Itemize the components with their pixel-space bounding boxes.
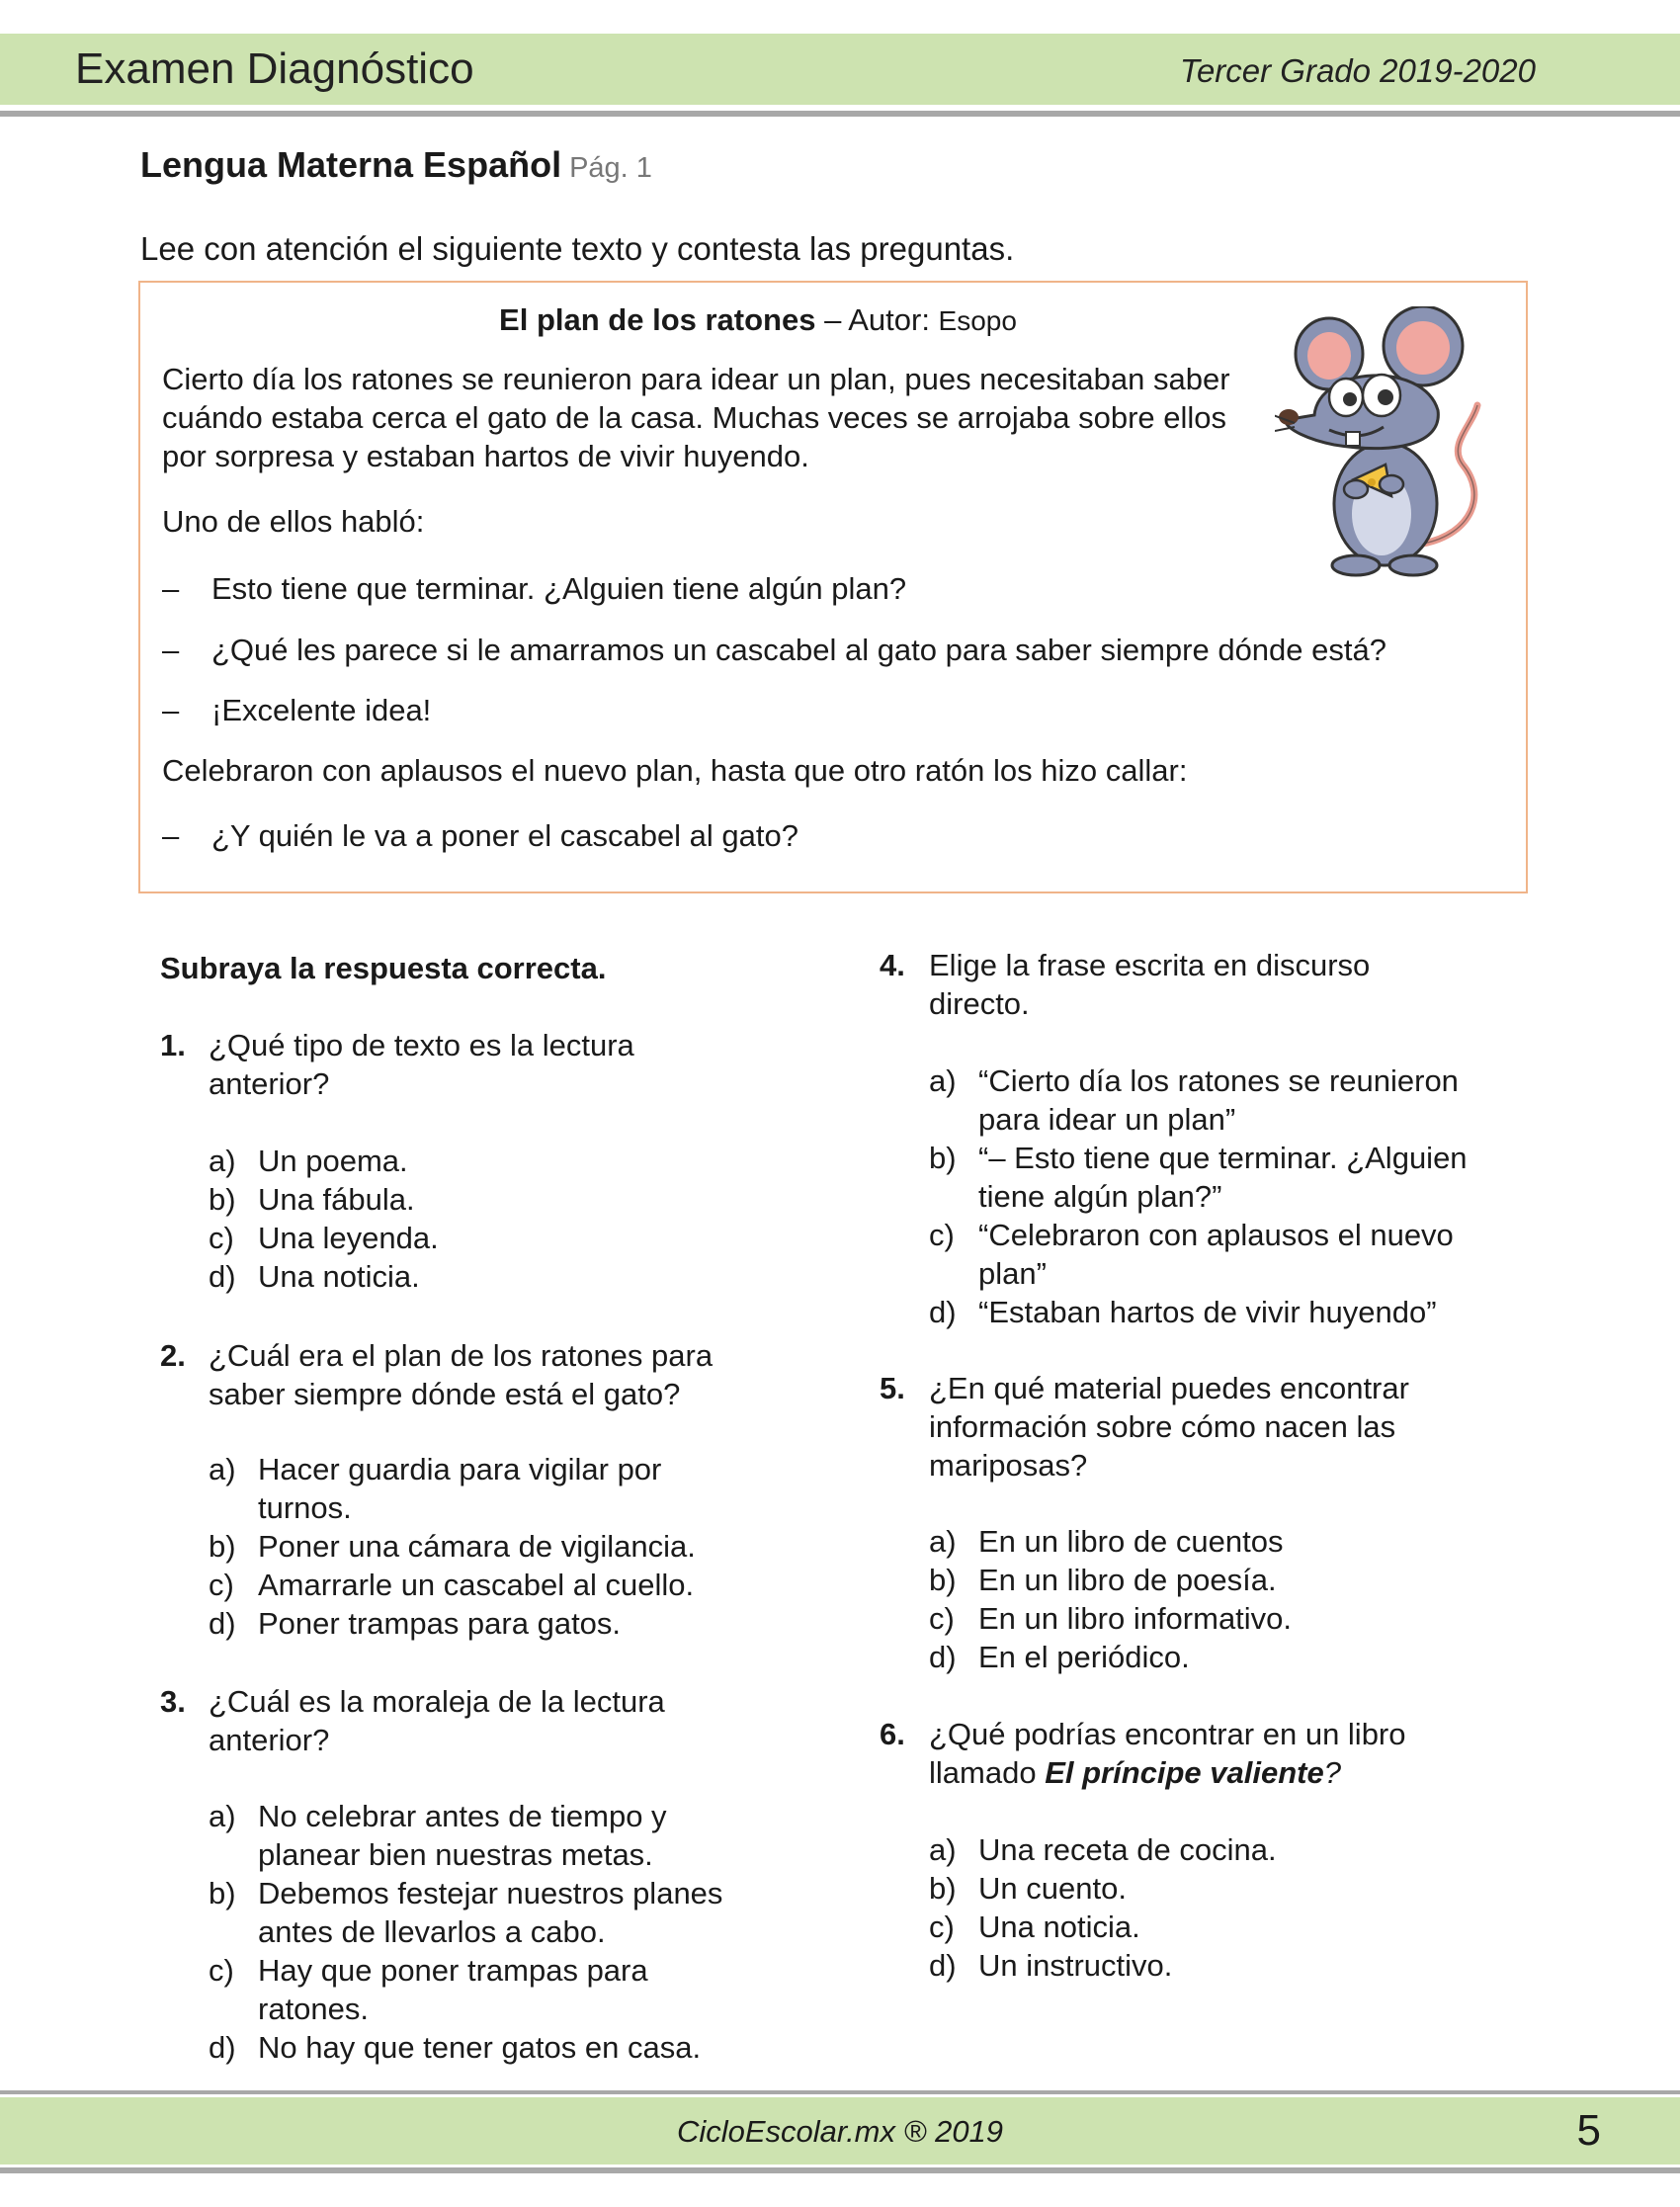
footer-text: CicloEscolar.mx ® 2019 (676, 2114, 1004, 2149)
footer-rule-top (0, 2090, 1680, 2094)
book-title: El príncipe valiente (1045, 1755, 1324, 1790)
dialog-text: Esto tiene que terminar. ¿Alguien tiene algún plan? (211, 571, 907, 606)
page-number: 5 (1576, 2106, 1601, 2155)
question-6-text: ¿Qué podrías encontrar en un libro llamado El príncipe valiente? (929, 1717, 1406, 1790)
question-2-number: 2. (160, 1338, 186, 1373)
question-3-text: ¿Cuál es la moraleja de la lectura anterior? (209, 1684, 665, 1757)
dialog-dash: – (162, 571, 180, 606)
subject-heading (140, 140, 652, 193)
subject-name: Lengua Materna Español (140, 144, 562, 185)
questions-heading: Subraya la respuesta correcta. (160, 951, 607, 985)
story-paragraph-3: Celebraron con aplausos el nuevo plan, hasta que otro ratón los hizo callar: (162, 753, 1188, 788)
question-2-text: ¿Cuál era el plan de los ratones para saber siempre dónde está el gato? (209, 1338, 714, 1411)
instructions: Lee con atención el siguiente texto y contesta las preguntas. (140, 230, 1015, 267)
dialog-text: ¿Qué les parece si le amarramos un cascabel al gato para saber siempre dónde está? (211, 633, 1386, 667)
question-6-number: 6. (880, 1717, 905, 1751)
header-rule (0, 111, 1680, 117)
question-1-text: ¿Qué tipo de texto es la lectura anterior? (209, 1028, 634, 1101)
story-title-line (140, 298, 1376, 343)
exam-title: Examen Diagnóstico (75, 44, 474, 93)
question-4-number: 4. (880, 948, 905, 982)
story-author: Esopo (938, 305, 1017, 336)
story-author-prefix: – Autor: (815, 302, 939, 337)
question-3-number: 3. (160, 1684, 186, 1719)
question-1-number: 1. (160, 1028, 186, 1062)
question-5-number: 5. (880, 1371, 905, 1405)
exam-grade: Tercer Grado 2019-2020 (1179, 52, 1536, 89)
story-title: El plan de los ratones (499, 302, 816, 337)
question-4-text: Elige la frase escrita en discurso directo. (929, 948, 1371, 1021)
dialog-dash: – (162, 633, 180, 667)
dialog-text: ¡Excelente idea! (211, 693, 432, 727)
subject-page: Pág. 1 (569, 152, 652, 184)
mouse-illustration (1275, 306, 1492, 603)
dialog-text: ¿Y quién le va a poner el cascabel al gato? (211, 818, 798, 853)
dialog-dash: – (162, 693, 180, 727)
story-paragraph-1: Cierto día los ratones se reunieron para idear un plan, pues necesitaban saber cuándo estaba cerca el gato de la casa. Muchas veces se arrojaba sobre ellos por sorpresa y estaban hartos de vivir huyendo. (162, 362, 1230, 473)
dialog-dash: – (162, 818, 180, 853)
question-5-text: ¿En qué material puedes encontrar información sobre cómo nacen las mariposas? (929, 1371, 1409, 1483)
story-paragraph-2: Uno de ellos habló: (162, 504, 425, 539)
footer-rule-bottom (0, 2167, 1680, 2173)
